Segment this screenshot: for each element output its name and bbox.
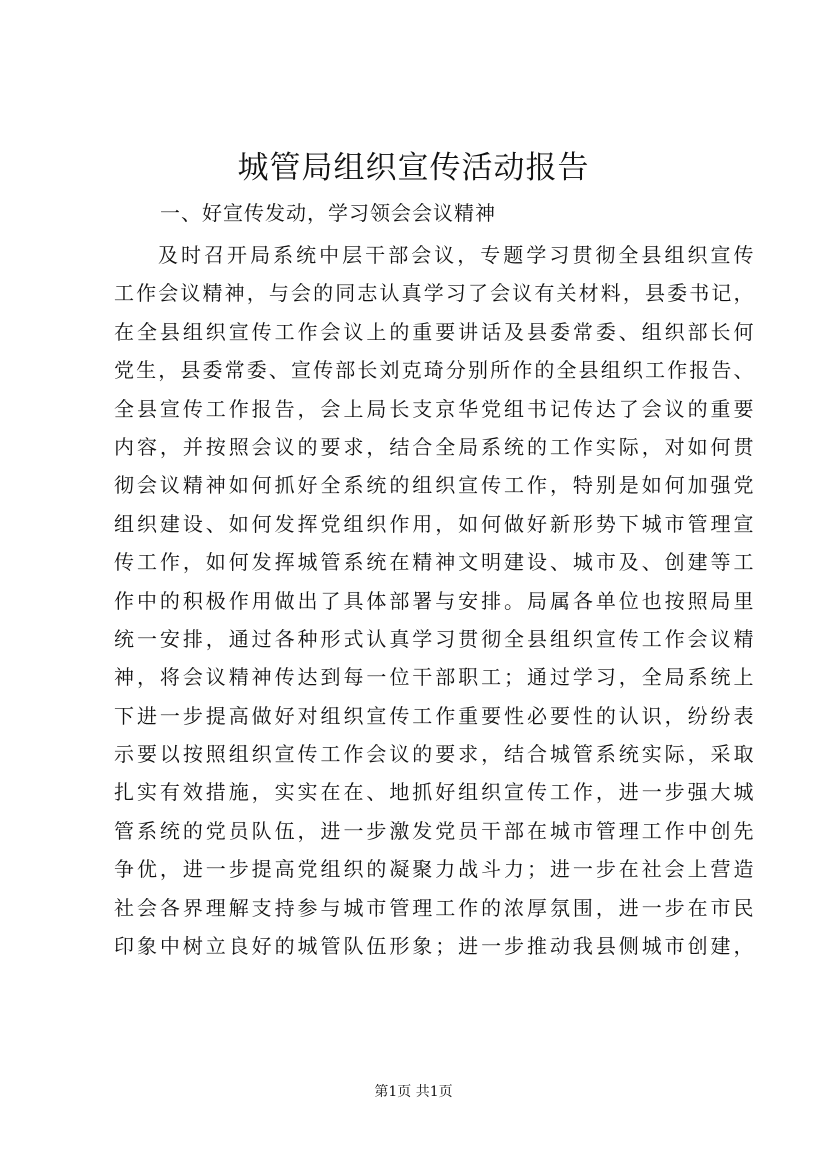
paragraph-line: 及时召开局系统中层干部会议，专题学习贯彻全县组织宣传 (158, 243, 754, 267)
paragraph-line: 组织建设、如何发挥党组织作用，如何做好新形势下城市管理宣 (114, 511, 754, 536)
paragraph-line: 下进一步提高做好对组织宣传工作重要性必要性的认识，纷纷表 (114, 703, 754, 728)
paragraph-line: 内容，并按照会议的要求，结合全局系统的工作实际，对如何贯 (114, 434, 754, 459)
paragraph-line: 彻会议精神如何抓好全系统的组织宣传工作，特别是如何加强党 (114, 473, 754, 498)
body-paragraph (114, 236, 754, 965)
page-number: 第1页 共1页 (374, 1084, 453, 1100)
paragraph-line: 在全县组织宣传工作会议上的重要讲话及县委常委、组织部长何 (114, 319, 754, 344)
paragraph-line: 扎实有效措施，实实在在、地抓好组织宣传工作，进一步强大城 (114, 780, 754, 805)
section-heading: 一、好宣传发动，学习领会会议精神 (160, 201, 496, 225)
paragraph-line: 管系统的党员队伍，进一步激发党员干部在城市管理工作中创先 (114, 818, 754, 843)
paragraph-line: 传工作，如何发挥城管系统在精神文明建设、城市及、创建等工 (114, 550, 754, 575)
paragraph-line: 示要以按照组织宣传工作会议的要求，结合城管系统实际，采取 (114, 742, 754, 767)
paragraph-line: 争优，进一步提高党组织的凝聚力战斗力；进一步在社会上营造 (114, 857, 754, 882)
paragraph-line: 统一安排，通过各种形式认真学习贯彻全县组织宣传工作会议精 (114, 626, 754, 651)
paragraph-line: 全县宣传工作报告，会上局长支京华党组书记传达了会议的重要 (114, 396, 754, 421)
paragraph-line: 党生，县委常委、宣传部长刘克琦分别所作的全县组织工作报告、 (114, 358, 754, 383)
document-title: 城管局组织宣传活动报告 (237, 150, 590, 186)
paragraph-line: 印象中树立良好的城管队伍形象；进一步推动我县侧城市创建， (114, 934, 754, 959)
paragraph-line: 工作会议精神，与会的同志认真学习了会议有关材料，县委书记， (114, 281, 754, 306)
paragraph-line: 社会各界理解支持参与城市管理工作的浓厚氛围，进一步在市民 (114, 895, 754, 920)
paragraph-line: 神，将会议精神传达到每一位干部职工；通过学习，全局系统上 (114, 665, 754, 690)
paragraph-line: 作中的积极作用做出了具体部署与安排。局属各单位也按照局里 (114, 588, 754, 613)
